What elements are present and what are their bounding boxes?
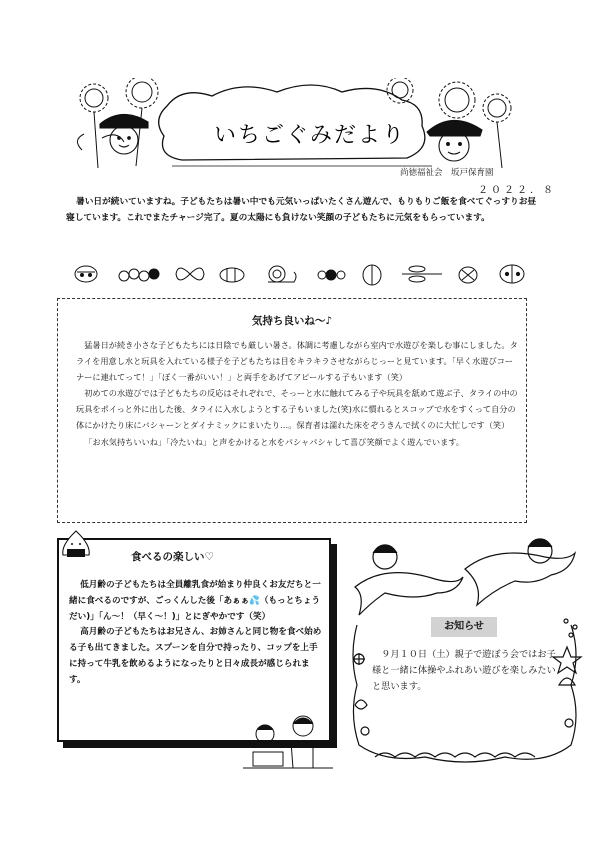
ladybug-icon: [500, 265, 524, 283]
paragraph: 初めての水遊びでは子どもたちの反応はそれぞれで、そっーと水に触れてみる子や玩具を舐めて遊ぶ子、タライの中の玩具をポイっと外に出した後、タライに入水しようとする子もいました(笑)水に慣れるとスコップで水をすくって自分の体にかけたり床にバシャーンとダイナミックにまいたり…。保育者は濡れた床をぞうきんで拭くのに大忙しです（笑）: [76, 388, 518, 431]
newsletter-title: いちごぐみだより: [213, 123, 406, 148]
paragraph-text: 低月齢の子どもたちは全員離乳食が始まり仲良くお友だちと一緒に食べるのですが、ごっくんした後「あぁぁ: [69, 580, 321, 606]
caterpillar-icon: [119, 269, 159, 281]
ant-icon: [318, 270, 345, 280]
organization-name: 尚徳福祉会 坂戸保育園: [400, 168, 494, 178]
paragraph: 「お水気持ちいいね」「冷たいね」と声をかけると水をパシャパシャして喜び笑顔でよく遊んでいます。: [84, 436, 464, 447]
dolphin-icon: [355, 573, 463, 615]
dolphin-icon: [465, 553, 575, 605]
dragonfly-icon: [402, 266, 442, 282]
section-body: [69, 578, 323, 689]
section-body: [76, 337, 520, 450]
paragraph: 猛暑日が続き小さな子どもたちには日陰でも厳しい暑さ。体調に考慮しながら室内で水遊びを楽しむ事にしました。タライを用意し水と玩具を入れている様子を子どもたちは目をキラキラさせながらじっーと見ています。「早く水遊びコーナーに連れてって！」「ぼく一番がいい！」と両手をあげてアピールする子もいます（笑）: [76, 340, 518, 383]
rice-ball-illustration: [57, 527, 95, 565]
intro-paragraph: 暑い日が続いていますね。子どもたちは暑い中でも元気いっぱいたくさん遊んで、もりもりご飯を食べてぐっすりお昼寝しています。これでまたチャージ完了。夏の太陽にも負けない笑顔の子どもたちに元気をもらっています。: [66, 197, 537, 223]
cicada-icon: [459, 267, 477, 283]
sweat-drop-icon: 💦: [249, 595, 260, 606]
paragraph-text: （もっとちょうだい)」「ん～！（早く～！)」とにぎやかです（笑）: [69, 595, 321, 622]
paragraph: [69, 578, 323, 625]
section-title: 気持ち良いね～♪: [251, 315, 333, 327]
child-face-icon: [427, 120, 482, 161]
section-title: 食べるの楽しい♡: [131, 551, 214, 563]
issue-date: ２０２２．８: [478, 185, 556, 196]
insect-border-illustration: [72, 262, 534, 286]
paragraph: 高月齢の子どもたちはお兄さん、お姉さんと同じ物を食べ始める子も出てきました。スプーンを自分で持ったり、コップを上手に持って牛乳を飲めるようになったりと日々成長が感じられます。: [69, 627, 322, 685]
snail-icon: [268, 266, 296, 282]
section-water-play: [57, 298, 527, 523]
butterfly-icon: [176, 268, 204, 280]
bee-icon: [220, 268, 244, 282]
children-eating-illustration: [243, 712, 333, 774]
child-face-icon: [100, 114, 148, 154]
ladybug-icon: [75, 266, 97, 282]
beetle-icon: [363, 265, 381, 285]
notice-label: お知らせ: [431, 617, 497, 637]
notice-body: ９月１０日（土）親子で遊ぼう会ではお子様と一緒に体操やふれあい遊びを楽しみたいと思います。: [372, 649, 556, 692]
